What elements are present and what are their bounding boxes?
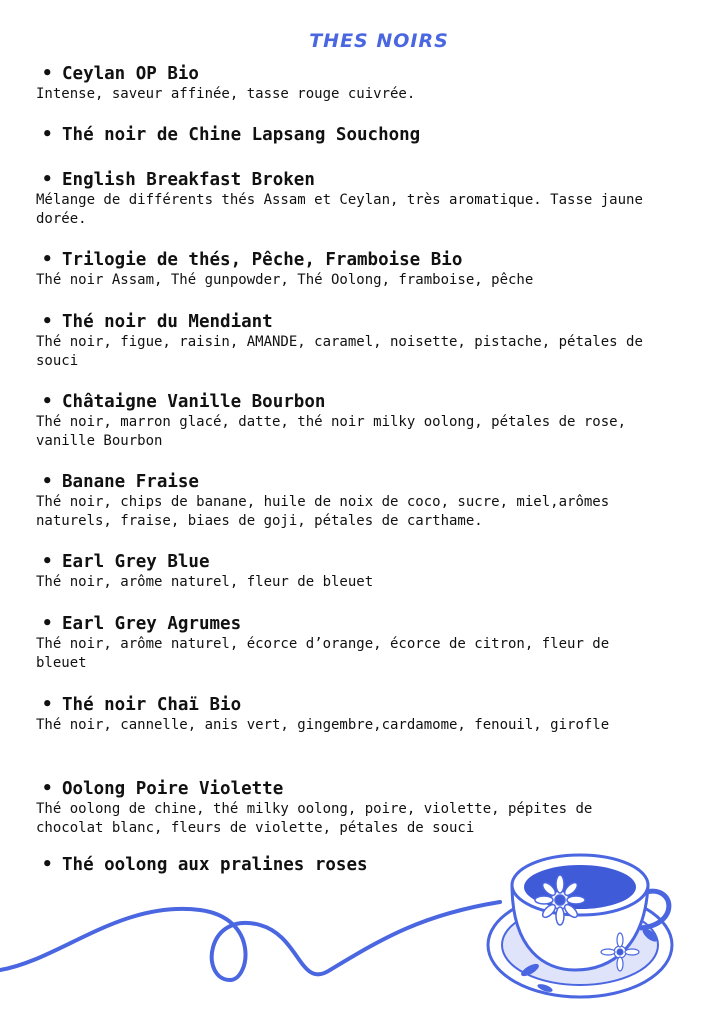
list-item	[36, 471, 716, 531]
list-item	[36, 551, 716, 592]
list-item	[36, 63, 716, 104]
item-description: Thé noir, arôme naturel, fleur de bleuet	[36, 574, 374, 590]
item-name: Châtaigne Vanille Bourbon	[62, 392, 326, 412]
item-name: Ceylan OP Bio	[62, 64, 199, 84]
bullet-icon: •	[42, 614, 53, 634]
item-name: Thé noir Chaï Bio	[62, 695, 242, 715]
item-description: Thé noir, figue, raisin, AMANDE, caramel, noisette, pistache, pétales de souci	[36, 334, 643, 369]
list-item	[36, 311, 716, 371]
item-name: Earl Grey Blue	[62, 552, 210, 572]
bullet-icon: •	[42, 64, 53, 84]
bullet-icon: •	[42, 855, 53, 875]
bullet-icon: •	[42, 250, 53, 270]
item-description: Mélange de différents thés Assam et Ceylan, très aromatique. Tasse jaune dorée.	[36, 192, 643, 227]
item-name: Banane Fraise	[62, 472, 199, 492]
teacup-illustration	[0, 830, 724, 1024]
item-name: Earl Grey Agrumes	[62, 614, 242, 634]
swirl-line-icon	[0, 902, 500, 980]
item-name: Thé noir du Mendiant	[62, 312, 273, 332]
list-item	[36, 249, 716, 290]
bullet-icon: •	[42, 170, 53, 190]
item-name: Oolong Poire Violette	[62, 779, 284, 799]
list-item	[36, 694, 716, 735]
page-title: THES NOIRS	[309, 30, 449, 52]
item-name: Thé oolong aux pralines roses	[62, 855, 368, 875]
list-item	[36, 778, 716, 838]
item-description: Thé noir, arôme naturel, écorce d’orange, écorce de citron, fleur de bleuet	[36, 636, 610, 671]
list-item	[36, 124, 716, 146]
item-name: Thé noir de Chine Lapsang Souchong	[62, 125, 421, 145]
bullet-icon: •	[42, 552, 53, 572]
bullet-icon: •	[42, 392, 53, 412]
bullet-icon: •	[42, 125, 53, 145]
bullet-icon: •	[42, 472, 53, 492]
bullet-icon: •	[42, 695, 53, 715]
item-name: English Breakfast Broken	[62, 170, 315, 190]
list-item	[36, 391, 716, 451]
bullet-icon: •	[42, 312, 53, 332]
item-description: Thé oolong de chine, thé milky oolong, poire, violette, pépites de chocolat blanc, fleurs de violette, pétales de souci	[36, 801, 593, 836]
item-description: Intense, saveur affinée, tasse rouge cuivrée.	[36, 86, 416, 102]
list-item	[36, 613, 716, 673]
bullet-icon: •	[42, 779, 53, 799]
item-description: Thé noir Assam, Thé gunpowder, Thé Oolong, framboise, pêche	[36, 272, 534, 288]
list-item	[36, 169, 716, 229]
item-description: Thé noir, cannelle, anis vert, gingembre,cardamome, fenouil, girofle	[36, 717, 610, 733]
item-name: Trilogie de thés, Pêche, Framboise Bio	[62, 250, 463, 270]
item-description: Thé noir, chips de banane, huile de noix de coco, sucre, miel,arômes naturels, fraise, biaes de goji, pétales de carthame.	[36, 494, 610, 529]
item-description: Thé noir, marron glacé, datte, thé noir milky oolong, pétales de rose, vanille Bourbon	[36, 414, 627, 449]
